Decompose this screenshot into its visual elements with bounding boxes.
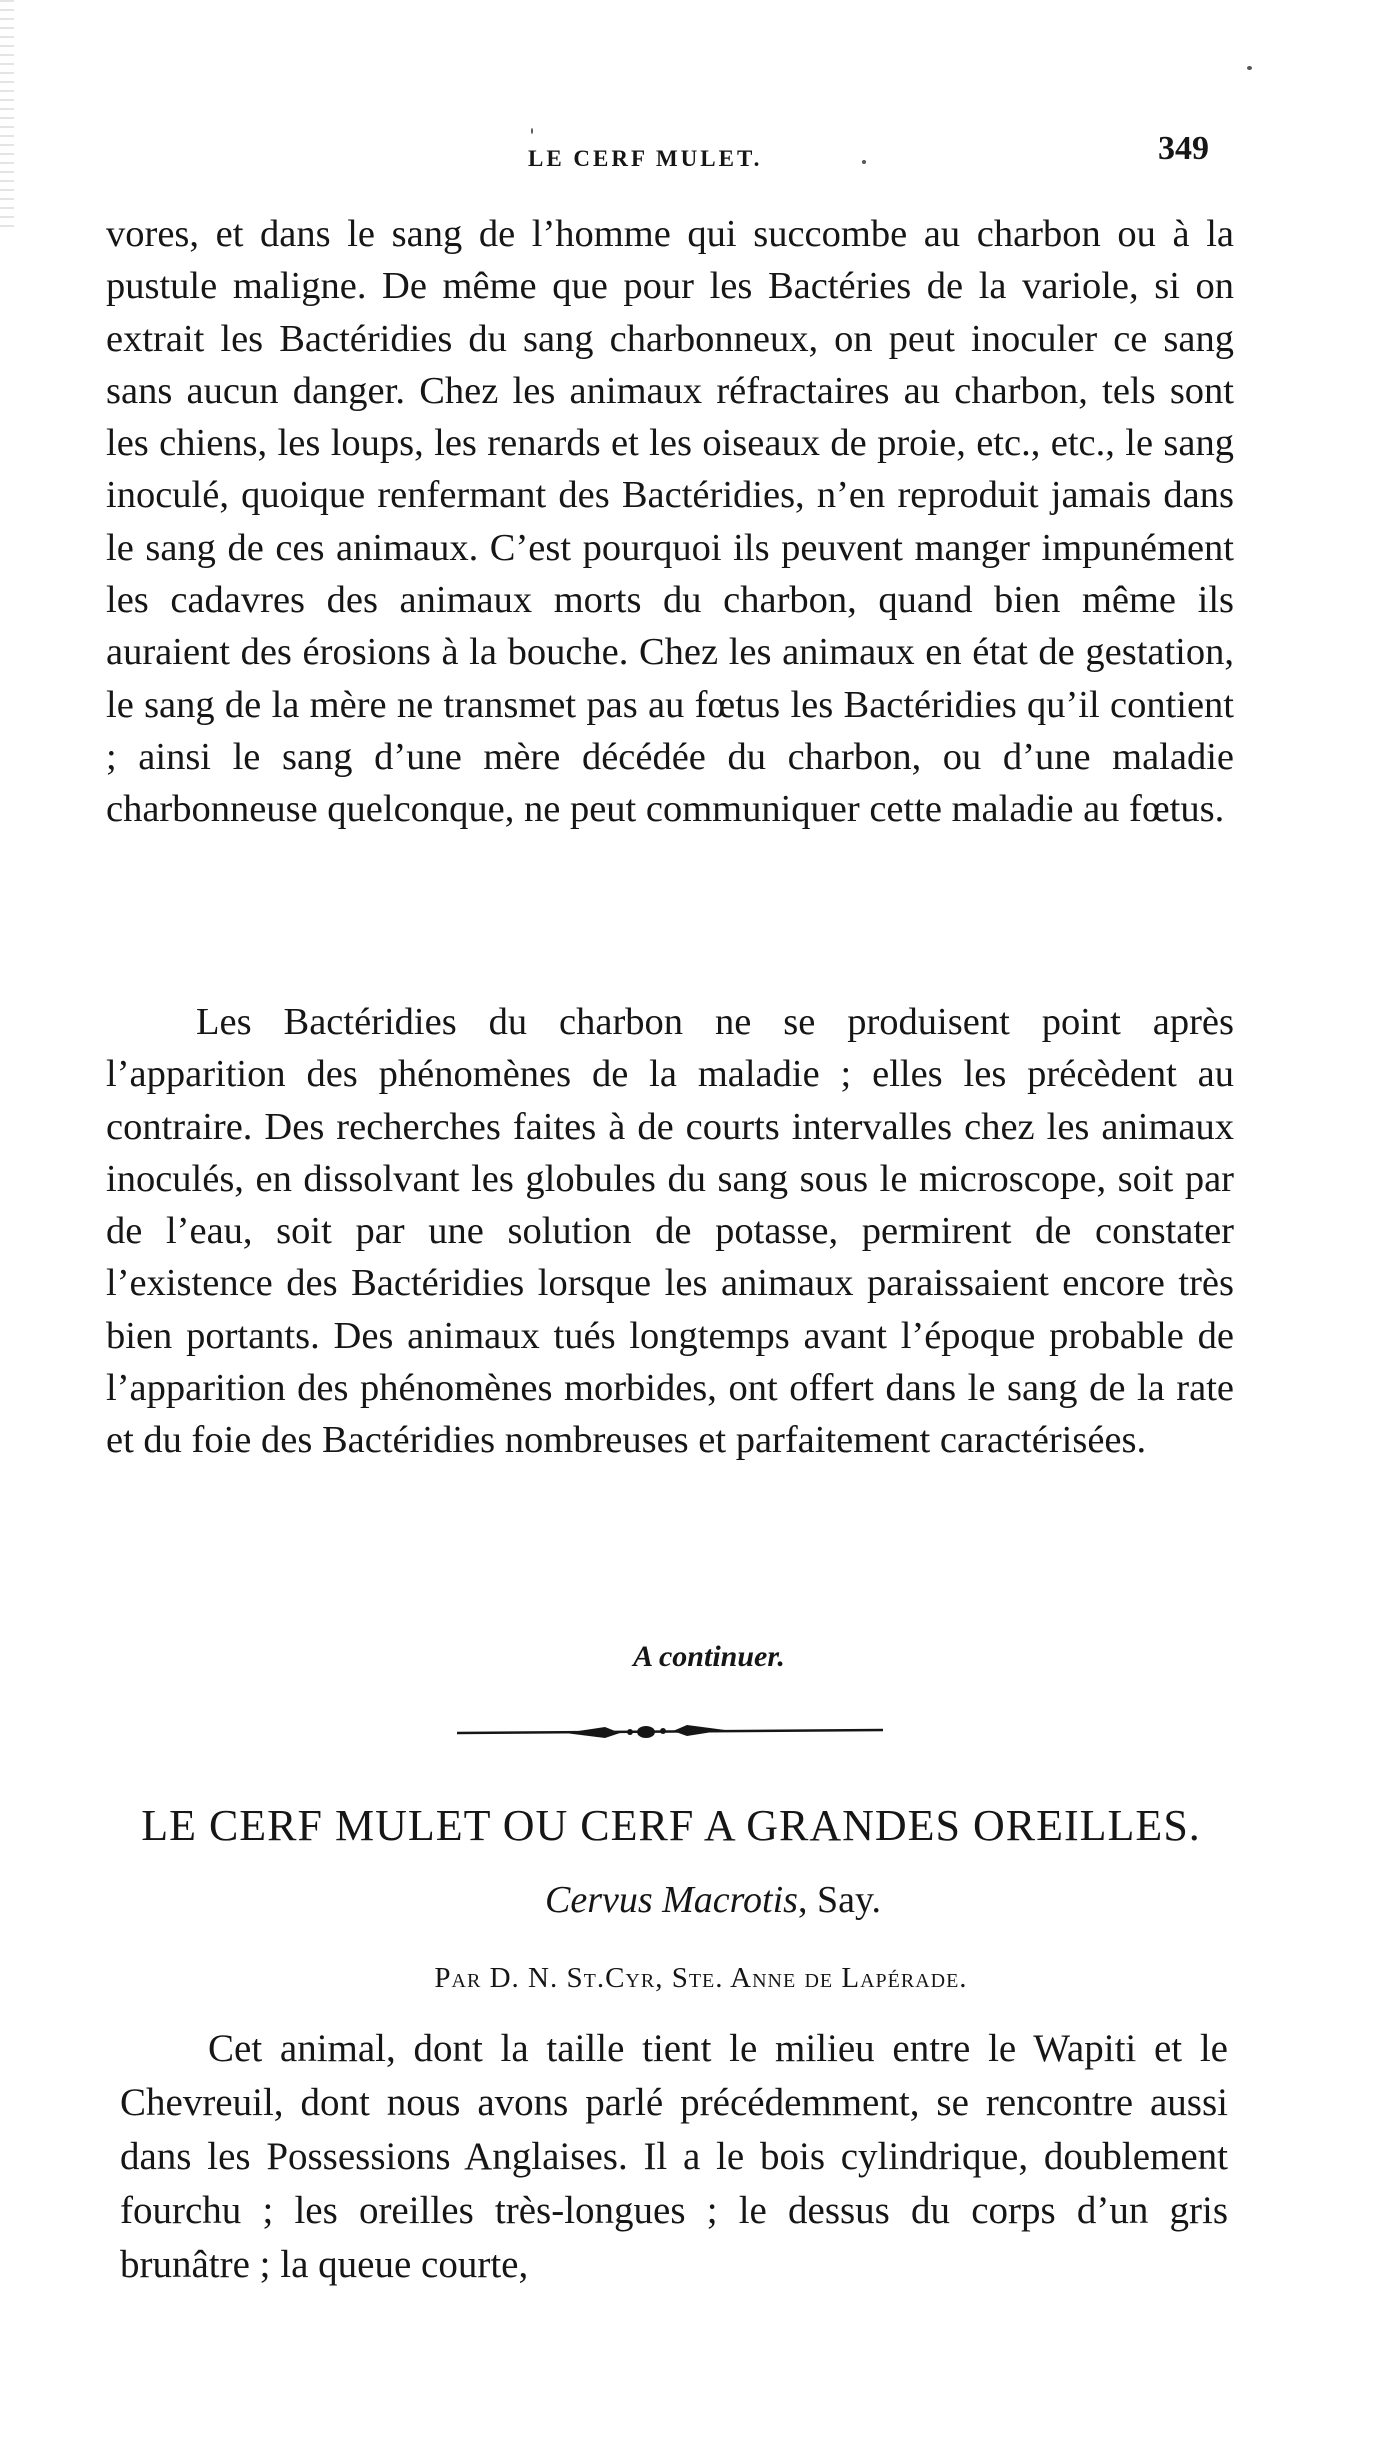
running-title: LE CERF MULET. <box>528 146 763 171</box>
species-line <box>0 1878 1378 1922</box>
scan-speck <box>1247 66 1252 70</box>
scan-edge <box>0 0 14 230</box>
species-latin-name: Cervus Macrotis <box>544 1879 798 1921</box>
paragraph-text: vores, et dans le sang de l’homme qui succombe au charbon ou à la pustule maligne. De même que pour les Bactéries de la variole, si on extrait les Bactéridies du sang charbonneux, on peut inoculer ce sang sans aucun danger. Chez les animaux réfractaires au charbon, tels sont les chiens, les loups, les renards et les oiseaux de proie, etc., etc., le sang inoculé, quoique renfermant des Bactéridies, n’en reproduit jamais dans le sang de ces animaux. C’est pourquoi ils peuvent manger impunément les cadavres des animaux morts du charbon, quand bien même ils auraient des érosions à la bouche. Chez les animaux en état de gestation, le sang de la mère ne transmet pas au fœtus les Bactéridies qu’il contient ; ainsi le sang d’une mère décédée du charbon, ou d’une maladie charbonneuse quelconque, ne peut communiquer cette maladie au fœtus. <box>106 213 1234 831</box>
continuation-text: A continuer. <box>633 1640 785 1673</box>
author-byline <box>0 1962 1378 1995</box>
article-title-text: LE CERF MULET OU CERF A GRANDES OREILLES. <box>141 1801 1201 1850</box>
paragraph-1 <box>106 208 1234 836</box>
paragraph-text: Cet animal, dont la taille tient le milieu entre le Wapiti et le Chevreuil, dont nous avons parlé précédemment, se rencontre aussi dans les Possessions Anglaises. Il a le bois cylindrique, doublement fourchu ; les oreilles très-longues ; le dessus du corps d’un gris brunâtre ; la queue courte, <box>120 2027 1228 2286</box>
paragraph-2 <box>106 996 1234 1467</box>
article-title <box>0 1800 1378 1851</box>
running-head <box>0 130 1378 178</box>
scan-speck <box>531 128 533 134</box>
page-number: 349 <box>1158 130 1209 167</box>
species-author: , Say. <box>797 1879 881 1921</box>
article-opening-paragraph <box>120 2022 1228 2292</box>
byline-text: Par D. N. St.Cyr, Ste. Anne de Lapérade. <box>434 1962 968 1994</box>
section-divider-ornament <box>455 1718 885 1748</box>
continuation-note <box>0 1640 1378 1674</box>
paragraph-text: Les Bactéridies du charbon ne se produisent point après l’apparition des phénomènes de la maladie ; elles les précèdent au contraire. Des recherches faites à de courts intervalles chez les animaux inoculés, en dissolvant les globules du sang sous le microscope, soit par de l’eau, soit par une solution de potasse, permirent de constater l’existence des Bactéridies lorsque les animaux paraissaient encore très bien portants. Des animaux tués longtemps avant l’époque probable de l’apparition des phénomènes morbides, ont offert dans le sang de la rate et du foie des Bactéridies nombreuses et parfaitement caractérisées. <box>106 1001 1234 1462</box>
